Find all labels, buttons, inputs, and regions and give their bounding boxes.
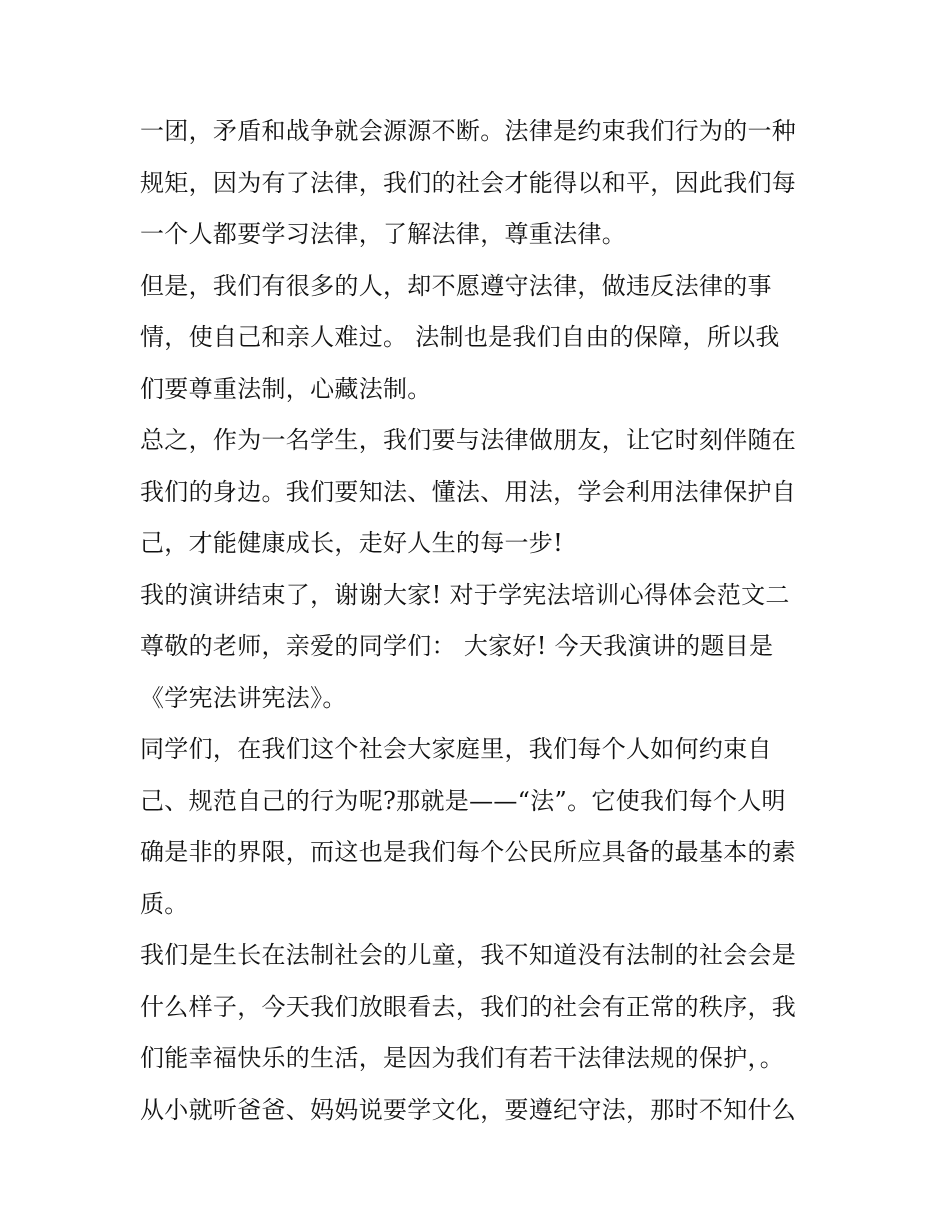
text-line: 一团，矛盾和战争就会源源不断。法律是约束我们行为的一种: [140, 117, 797, 145]
text-line: 情，使自己和亲人难过。 法制也是我们自由的保障，所以我: [140, 323, 780, 351]
text-line: 一个人都要学习法律，了解法律，尊重法律。: [140, 220, 626, 248]
text-line: 从小就听爸爸、妈妈说要学文化，要遵纪守法，那时不知什么: [140, 1095, 797, 1124]
text-line: 我们是生长在法制社会的儿童，我不知道没有法制的社会会是: [140, 941, 797, 969]
text-line: 们能幸福快乐的生活，是因为我们有若干法律法规的保护，。: [140, 1044, 785, 1072]
text-line: 同学们，在我们这个社会大家庭里，我们每个人如何约束自: [140, 735, 772, 763]
text-line: 己，才能健康成长，走好人生的每一步!: [140, 529, 564, 557]
text-line: 质。: [140, 889, 189, 918]
text-line: 规矩，因为有了法律，我们的社会才能得以和平，因此我们每: [140, 168, 797, 197]
document-body: [140, 106, 820, 1136]
text-line: 确是非的界限，而这也是我们每个公民所应具备的最基本的素: [140, 838, 797, 866]
text-line: 尊敬的老师，亲爱的同学们： 大家好! 今天我演讲的题目是: [140, 632, 774, 660]
text-line: 己、规范自己的行为呢?那就是——“法”。它使我们每个人明: [140, 786, 786, 815]
text-line: 《学宪法讲宪法》。: [140, 683, 347, 712]
text-line: 们要尊重法制，心藏法制。: [140, 374, 432, 403]
text-line: 什么样子，今天我们放眼看去，我们的社会有正常的秩序，我: [140, 992, 797, 1021]
text-line: 我们的身边。我们要知法、懂法、用法，学会利用法律保护自: [140, 477, 797, 506]
text-line: 总之，作为一名学生，我们要与法律做朋友，让它时刻伴随在: [140, 426, 797, 454]
text-line: 我的演讲结束了，谢谢大家! 对于学宪法培训心得体会范文二: [140, 580, 790, 609]
text-line: 但是，我们有很多的人，却不愿遵守法律，做违反法律的事: [140, 271, 772, 300]
